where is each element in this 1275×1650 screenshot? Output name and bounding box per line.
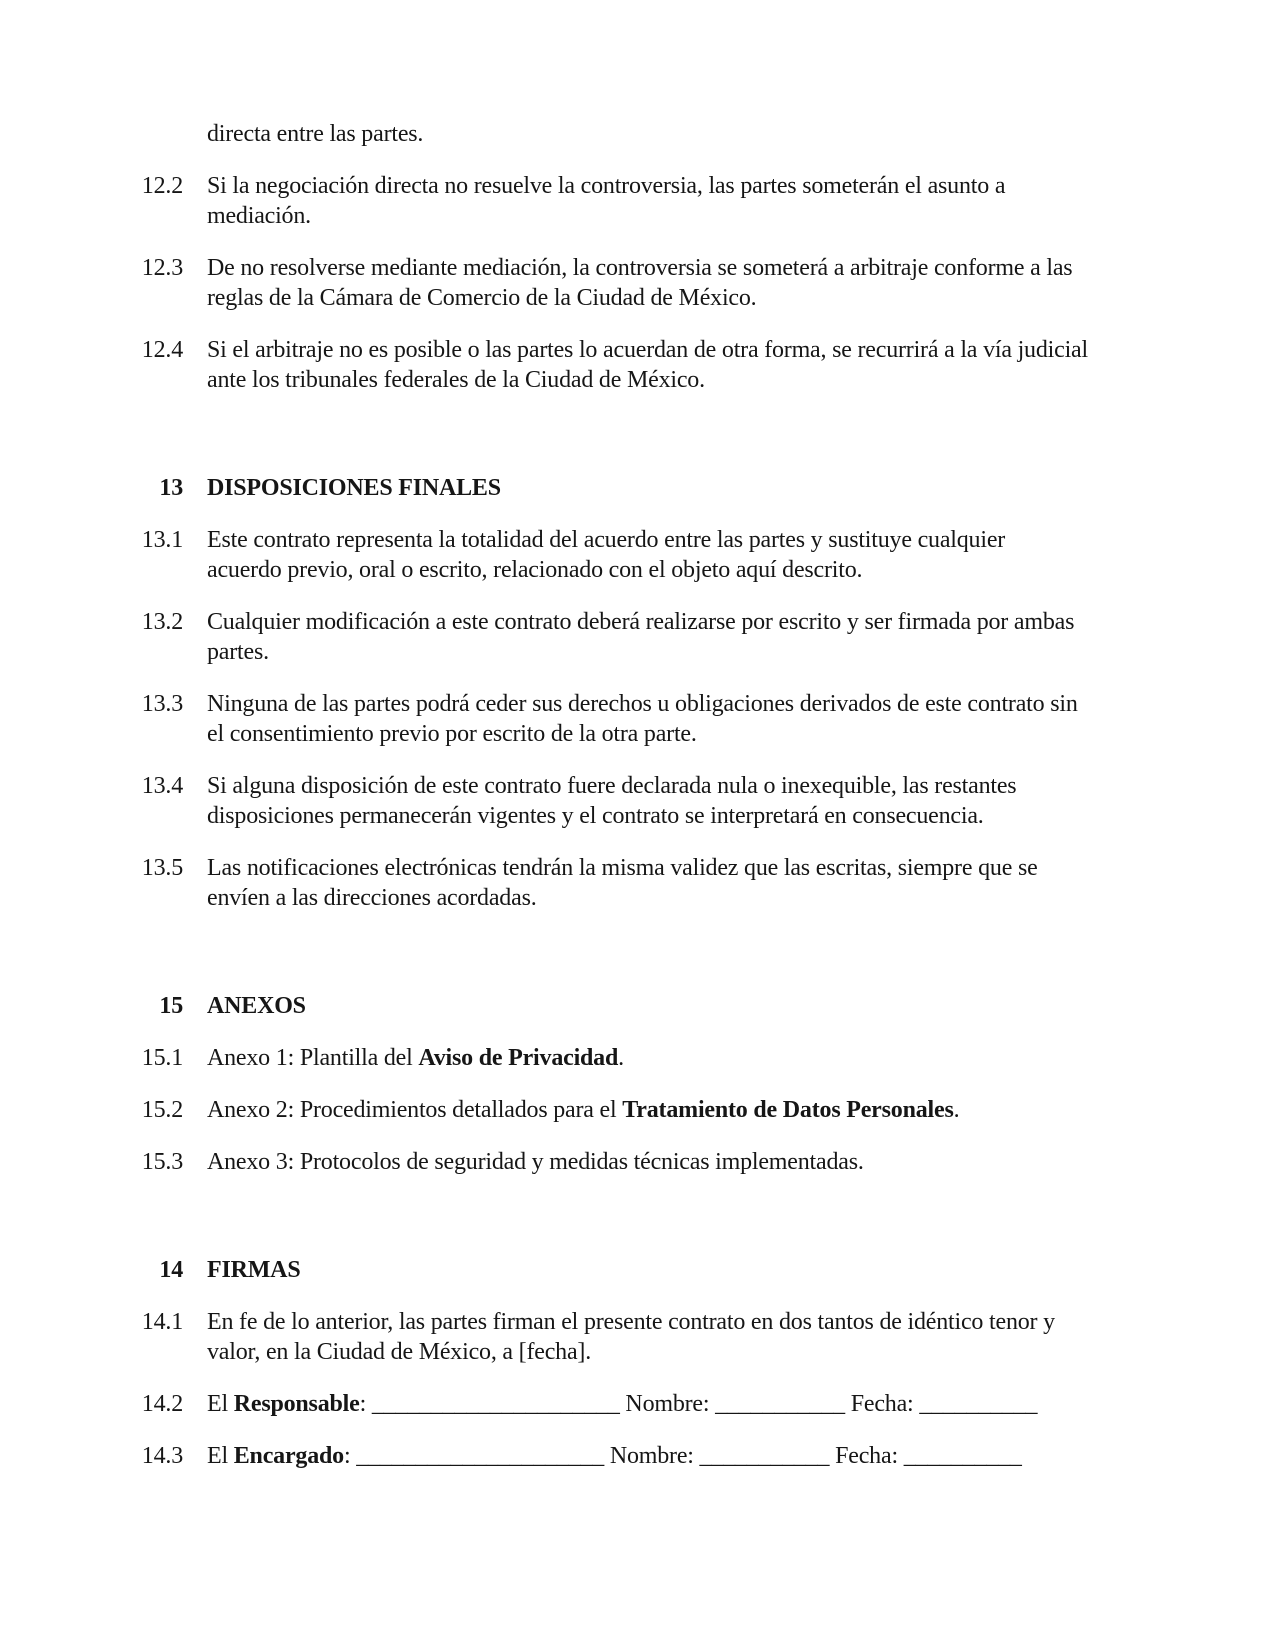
text-run: Anexo 1: Plantilla del [207, 1045, 419, 1071]
text-run: Ninguna de las partes podrá ceder sus derechos u obligaciones derivados de este contrato sin [207, 691, 1078, 717]
paragraph-continuation [0, 119, 1275, 149]
clause-text [207, 171, 1005, 231]
clause-number: 14 [159, 1257, 183, 1283]
clause-text [207, 1255, 300, 1285]
clause-text [207, 771, 1016, 831]
clause-text [207, 853, 1038, 913]
clause-number: 13.5 [141, 855, 183, 881]
numbered-clause [0, 1389, 1275, 1419]
clause-text [207, 689, 1078, 749]
clause-number: 15.1 [141, 1045, 183, 1071]
text-run: Si alguna disposición de este contrato fuere declarada nula o inexequible, las restantes [207, 773, 1017, 799]
clause-number: 12.3 [141, 255, 183, 281]
text-run: partes. [207, 639, 269, 665]
clause-number: 12.2 [141, 173, 183, 199]
bold-text-run: ANEXOS [207, 993, 306, 1019]
numbered-clause [0, 1147, 1275, 1177]
clause-text [207, 1389, 1037, 1419]
text-run: mediación. [207, 203, 311, 229]
clause-text [207, 525, 1005, 585]
clause-number: 15 [159, 993, 183, 1019]
text-run: Este contrato representa la totalidad del acuerdo entre las partes y sustituye cualquier [207, 527, 1006, 553]
text-run: Anexo 3: Protocolos de seguridad y medidas técnicas implementadas. [207, 1149, 864, 1175]
clause-number: 13.1 [141, 527, 183, 553]
section-heading [0, 991, 1275, 1021]
text-run: Si la negociación directa no resuelve la controversia, las partes someterán el asunto a [207, 173, 1006, 199]
numbered-clause [0, 607, 1275, 667]
bold-text-run: Encargado [233, 1443, 344, 1469]
clause-text [207, 991, 306, 1021]
section-heading [0, 1255, 1275, 1285]
text-run: : _____________________ Nombre: ___________ Fecha: __________ [343, 1443, 1022, 1469]
text-run: Si el arbitraje no es posible o las partes lo acuerdan de otra forma, se recurrirá a la vía judicial [207, 337, 1088, 363]
text-run: El [207, 1391, 234, 1417]
numbered-clause [0, 853, 1275, 913]
clause-text [207, 1095, 959, 1125]
numbered-clause [0, 689, 1275, 749]
bold-text-run: DISPOSICIONES FINALES [207, 475, 501, 501]
clause-text [207, 473, 501, 503]
text-run: disposiciones permanecerán vigentes y el contrato se interpretará en consecuencia. [207, 803, 984, 829]
clause-text [207, 607, 1074, 667]
clause-number [0, 119, 183, 149]
clause-number: 13 [159, 475, 183, 501]
text-run: valor, en la Ciudad de México, a [fecha]. [207, 1339, 592, 1365]
text-run: . [953, 1097, 960, 1123]
bold-text-run: FIRMAS [207, 1257, 301, 1283]
text-run: directa entre las partes. [207, 121, 424, 147]
numbered-clause [0, 253, 1275, 313]
document-body [0, 119, 1275, 1493]
numbered-clause [0, 171, 1275, 231]
clause-number: 13.3 [141, 691, 183, 717]
text-run: . [618, 1045, 624, 1071]
bold-text-run: Tratamiento de Datos Personales [622, 1097, 954, 1123]
text-run: ante los tribunales federales de la Ciudad de México. [207, 367, 705, 393]
numbered-clause [0, 335, 1275, 395]
clause-number: 13.4 [141, 773, 183, 799]
bold-text-run: Responsable [233, 1391, 360, 1417]
text-run: Anexo 2: Procedimientos detallados para el [207, 1097, 623, 1123]
clause-number: 14.2 [141, 1391, 183, 1417]
clause-text [207, 335, 1088, 395]
text-run: envíen a las direcciones acordadas. [207, 885, 537, 911]
text-run: Las notificaciones electrónicas tendrán la misma validez que las escritas, siempre que se [207, 855, 1038, 881]
section-heading [0, 473, 1275, 503]
clause-number: 14.3 [141, 1443, 183, 1469]
clause-text [207, 119, 423, 149]
clause-text [207, 253, 1072, 313]
text-run: reglas de la Cámara de Comercio de la Ciudad de México. [207, 285, 757, 311]
clause-text [207, 1043, 624, 1073]
numbered-clause [0, 525, 1275, 585]
clause-number: 14.1 [141, 1309, 183, 1335]
clause-number: 15.2 [141, 1097, 183, 1123]
bold-text-run: Aviso de Privacidad [418, 1045, 619, 1071]
clause-number: 15.3 [141, 1149, 183, 1175]
text-run: Cualquier modificación a este contrato deberá realizarse por escrito y ser firmada por ambas [207, 609, 1075, 635]
numbered-clause [0, 1043, 1275, 1073]
numbered-clause [0, 1307, 1275, 1367]
numbered-clause [0, 1095, 1275, 1125]
clause-text [207, 1307, 1055, 1367]
text-run: acuerdo previo, oral o escrito, relacionado con el objeto aquí descrito. [207, 557, 863, 583]
clause-text [207, 1441, 1022, 1471]
text-run: En fe de lo anterior, las partes firman el presente contrato en dos tantos de idéntico tenor y [207, 1309, 1055, 1335]
numbered-clause [0, 1441, 1275, 1471]
clause-number: 12.4 [141, 337, 183, 363]
text-run: el consentimiento previo por escrito de la otra parte. [207, 721, 697, 747]
clause-text [207, 1147, 864, 1177]
text-run: El [207, 1443, 234, 1469]
clause-number: 13.2 [141, 609, 183, 635]
text-run: : _____________________ Nombre: ___________ Fecha: __________ [359, 1391, 1038, 1417]
numbered-clause [0, 771, 1275, 831]
text-run: De no resolverse mediante mediación, la controversia se someterá a arbitraje conforme a las [207, 255, 1073, 281]
